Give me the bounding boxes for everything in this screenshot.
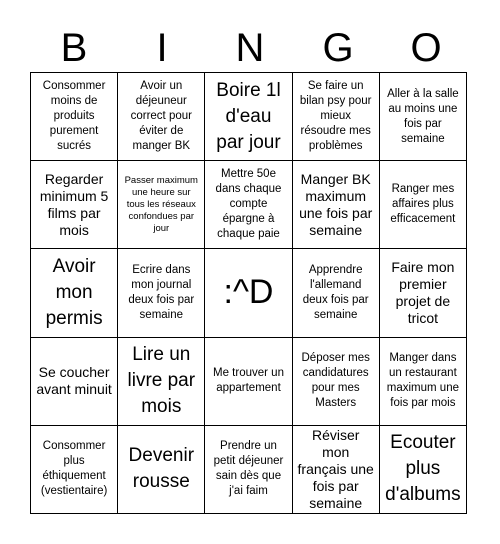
bingo-cell[interactable] xyxy=(380,426,467,514)
bingo-cell[interactable] xyxy=(293,426,380,514)
bingo-cell-label: Réviser mon français une fois par semaine xyxy=(297,426,374,511)
bingo-cell-label: Regarder minimum 5 films par mois xyxy=(39,170,109,238)
bingo-cell-free[interactable] xyxy=(205,249,292,337)
title-letter-g: G xyxy=(322,26,354,70)
bingo-cell-label: Mettre 50e dans chaque compte épargne à chaque paie xyxy=(215,168,282,241)
bingo-cell-label: Consommer moins de produits purement sucrés xyxy=(42,80,106,153)
bingo-cell[interactable] xyxy=(380,161,467,249)
bingo-cell-label: Consommer plus éthiquement (vestientaire) xyxy=(40,440,108,498)
bingo-cell-label: Passer maximum une heure sur tous les réseaux confondues par jour xyxy=(124,174,198,234)
title-letter-i: I xyxy=(156,26,168,70)
bingo-cell[interactable] xyxy=(118,249,205,337)
bingo-cell-label: Avoir un déjeuneur correct pour éviter de manger BK xyxy=(130,80,192,153)
bingo-cell[interactable] xyxy=(31,426,118,514)
bingo-cell-label: Lire un livre par mois xyxy=(127,344,196,418)
bingo-cell[interactable] xyxy=(118,73,205,161)
bingo-cell[interactable] xyxy=(118,426,205,514)
bingo-cell-label: Se coucher avant minuit xyxy=(36,364,112,398)
bingo-cell-label: Aller à la salle au moins une fois par semaine xyxy=(387,87,459,145)
bingo-cell-label: Se faire un bilan psy pour mieux résoudre mes problèmes xyxy=(299,80,372,153)
bingo-cell[interactable] xyxy=(293,249,380,337)
bingo-cell[interactable] xyxy=(31,338,118,426)
bingo-cell[interactable] xyxy=(293,73,380,161)
bingo-cell-label: Devenir rousse xyxy=(128,445,195,493)
bingo-cell[interactable] xyxy=(380,249,467,337)
bingo-cell[interactable] xyxy=(31,161,118,249)
title-letter-b: B xyxy=(60,26,88,70)
bingo-cell-label: Faire mon premier projet de tricot xyxy=(391,258,455,326)
bingo-cell-label: Apprendre l'allemand deux fois par semaine xyxy=(302,263,369,321)
bingo-cell[interactable] xyxy=(380,73,467,161)
bingo-cell[interactable] xyxy=(205,161,292,249)
bingo-cell[interactable] xyxy=(205,426,292,514)
bingo-cell-label: Manger dans un restaurant maximum une fois par mois xyxy=(386,352,459,410)
bingo-cell-label: Manger BK maximum une fois par semaine xyxy=(299,170,373,238)
bingo-cell-label: :^D xyxy=(223,273,274,312)
bingo-cell-label: Me trouver un appartement xyxy=(213,367,284,395)
bingo-cell[interactable] xyxy=(293,338,380,426)
bingo-cell-label: Boire 1l d'eau par jour xyxy=(216,79,281,153)
bingo-cell[interactable] xyxy=(118,161,205,249)
bingo-cell[interactable] xyxy=(118,338,205,426)
title-letter-o: O xyxy=(410,26,442,70)
bingo-cell[interactable] xyxy=(31,249,118,337)
bingo-cell-label: Déposer mes candidatures pour mes Masters xyxy=(301,352,370,410)
bingo-cell-label: Avoir mon permis xyxy=(45,255,103,329)
bingo-cell[interactable] xyxy=(380,338,467,426)
bingo-cell-label: Ecrire dans mon journal deux fois par semaine xyxy=(128,263,195,321)
bingo-cell[interactable] xyxy=(31,73,118,161)
bingo-cell[interactable] xyxy=(293,161,380,249)
bingo-title xyxy=(30,0,470,72)
bingo-cell-label: Ecouter plus d'albums xyxy=(385,432,461,506)
bingo-cell-label: Prendre un petit déjeuner sain dès que j'ai faim xyxy=(213,440,284,498)
title-letter-n: N xyxy=(235,26,265,70)
bingo-cell[interactable] xyxy=(205,73,292,161)
bingo-cell-label: Ranger mes affaires plus efficacement xyxy=(390,183,456,226)
bingo-cell[interactable] xyxy=(205,338,292,426)
bingo-grid xyxy=(30,72,467,514)
